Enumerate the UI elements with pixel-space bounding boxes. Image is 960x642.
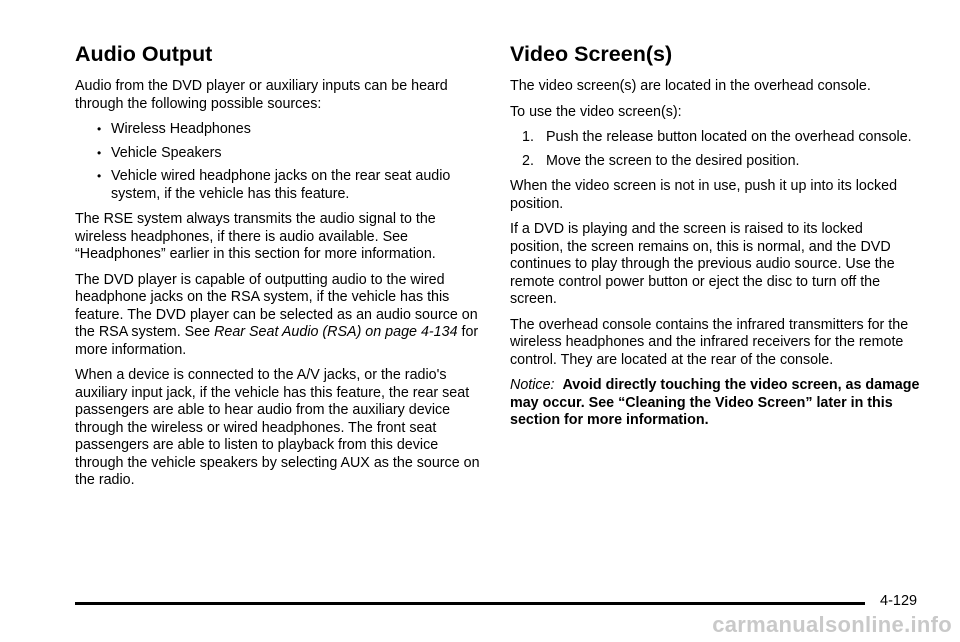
audio-sources-list — [75, 121, 485, 203]
rse-paragraph: The RSE system always transmits the audio signal to the wireless headphones, if there is audio available. See “Headphones” earlier in this section for more information. — [75, 211, 436, 262]
list-item — [510, 129, 920, 147]
notice-label: Notice: — [510, 377, 555, 393]
step-text: Push the release button located on the overhead console. — [546, 129, 912, 145]
page-number: 4-129 — [880, 593, 918, 609]
list-item — [75, 145, 485, 163]
step-number: 2. — [522, 152, 534, 169]
video-screens-intro: The video screen(s) are located in the overhead console. — [510, 78, 871, 94]
steps-list — [510, 129, 920, 170]
notice-text: Avoid directly touching the video screen, as damage may occur. See “Cleaning the Video Screen” later in this section for more information. — [510, 377, 920, 428]
not-in-use-paragraph: When the video screen is not in use, push it up into its locked position. — [510, 178, 898, 212]
step-number: 1. — [522, 129, 534, 145]
video-screens-heading: Video Screen(s) — [510, 42, 673, 66]
overhead-console-paragraph: The overhead console contains the infrared transmitters for the wireless headphones and the infrared receivers for the remote control. They are located at the rear of the console. — [510, 316, 909, 368]
audio-output-intro: Audio from the DVD player or auxiliary inputs can be heard through the following possible sources: — [75, 78, 448, 112]
list-item-text: Vehicle wired headphone jacks on the rear seat audio system, if the vehicle has this feature. — [111, 168, 451, 202]
left-column — [75, 40, 485, 498]
footer-rule — [75, 602, 865, 605]
list-item — [510, 153, 920, 171]
step-text: Move the screen to the desired position. — [546, 152, 800, 169]
watermark: carmanualsonline.info — [712, 612, 952, 637]
bullet-icon: • — [97, 145, 102, 160]
bullet-icon: • — [97, 169, 102, 183]
list-item — [75, 121, 485, 139]
dvd-output-paragraph — [75, 272, 485, 360]
paragraph-text: for more information. — [75, 324, 479, 358]
notice-paragraph — [510, 377, 920, 430]
audio-output-heading: Audio Output — [75, 42, 213, 66]
rsa-cross-reference-link[interactable]: Rear Seat Audio (RSA) on page 4‑134 — [214, 324, 458, 340]
paragraph-text: The DVD player is capable of outputting audio to the wired headphone jacks on the RSA system, if the vehicle has this feature. The DVD player can be selected as an audio source on the RSA system. See — [75, 271, 478, 340]
list-item — [75, 168, 485, 203]
dvd-playing-paragraph: If a DVD is playing and the screen is raised to its locked position, the screen remains on, this is normal, and the DVD continues to play through the previous audio source. Use the remote control power button or eject the disc to turn off the screen. — [510, 221, 895, 307]
list-item-text: Vehicle Speakers — [111, 144, 222, 161]
bullet-icon: • — [97, 122, 102, 136]
use-video-screens-intro: To use the video screen(s): — [510, 103, 682, 120]
right-column — [510, 40, 920, 438]
list-item-text: Wireless Headphones — [111, 121, 251, 137]
av-jacks-paragraph: When a device is connected to the A/V jacks, or the radio's auxiliary input jack, if the vehicle has this feature, the rear seat passengers are able to hear audio from the auxiliary device through the wireless or wired headphones. The front seat passengers are able to listen to playback from this device through the vehicle speakers by selecting AUX as the source on the radio. — [75, 367, 480, 488]
